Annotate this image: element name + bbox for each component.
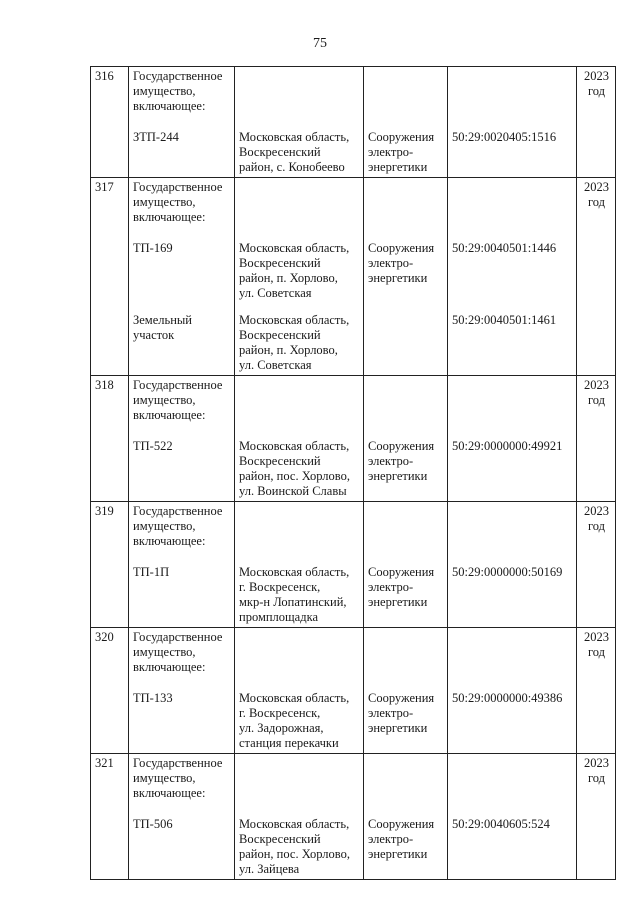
cell-line: Земельный bbox=[133, 313, 192, 327]
cell-line: имущество, bbox=[133, 84, 196, 98]
empty-cell bbox=[235, 178, 364, 228]
cell-line: энергетики bbox=[368, 721, 428, 735]
cell-line: энергетики bbox=[368, 469, 428, 483]
cell-line: включающее: bbox=[133, 210, 206, 224]
cell-line: включающее: bbox=[133, 660, 206, 674]
cell-line: 2023 bbox=[584, 630, 609, 644]
empty-cell bbox=[364, 754, 448, 804]
object-row bbox=[91, 227, 616, 303]
cell-line: Государственное bbox=[133, 378, 223, 392]
cadastral-number: 50:29:0020405:1516 bbox=[448, 116, 577, 178]
cell-line: имущество, bbox=[133, 519, 196, 533]
empty-cell bbox=[448, 502, 577, 552]
object-type bbox=[364, 303, 448, 376]
cell-line: энергетики bbox=[368, 847, 428, 861]
object-row bbox=[91, 803, 616, 880]
entry-row bbox=[91, 502, 616, 552]
cell-line: год bbox=[587, 393, 606, 407]
cadastral-number: 50:29:0040501:1446 bbox=[448, 227, 577, 303]
object-row bbox=[91, 677, 616, 754]
object-address bbox=[235, 551, 364, 628]
entry-header bbox=[129, 178, 235, 228]
cell-line: включающее: bbox=[133, 99, 206, 113]
cell-line: энергетики bbox=[368, 595, 428, 609]
cell-line: электро- bbox=[368, 580, 414, 594]
entry-number: 317 bbox=[91, 178, 129, 376]
entry-year bbox=[577, 376, 616, 502]
cell-line: Государственное bbox=[133, 756, 223, 770]
cell-line: имущество, bbox=[133, 195, 196, 209]
cell-line: год bbox=[587, 771, 606, 785]
object-type bbox=[364, 227, 448, 303]
cell-line: г. Воскресенск, bbox=[239, 580, 321, 594]
empty-cell bbox=[364, 376, 448, 426]
cell-line: электро- bbox=[368, 706, 414, 720]
entry-number: 321 bbox=[91, 754, 129, 880]
object-type bbox=[364, 677, 448, 754]
cell-line: ул. Зайцева bbox=[239, 862, 300, 876]
cell-line: имущество, bbox=[133, 393, 196, 407]
cell-line: Государственное bbox=[133, 504, 223, 518]
cell-line: год bbox=[587, 84, 606, 98]
object-type bbox=[364, 425, 448, 502]
cell-line: год bbox=[587, 645, 606, 659]
entry-year bbox=[577, 178, 616, 376]
cadastral-number: 50:29:0040501:1461 bbox=[448, 303, 577, 376]
object-row bbox=[91, 425, 616, 502]
cell-line: ул. Воинской Славы bbox=[239, 484, 347, 498]
cell-line: ЗТП-244 bbox=[133, 130, 179, 144]
object-address bbox=[235, 677, 364, 754]
cell-line: включающее: bbox=[133, 534, 206, 548]
entry-row bbox=[91, 178, 616, 228]
object-row bbox=[91, 303, 616, 376]
cell-line: Сооружения bbox=[368, 691, 435, 705]
entry-header bbox=[129, 754, 235, 804]
cell-line: ТП-522 bbox=[133, 439, 173, 453]
cell-line: г. Воскресенск, bbox=[239, 706, 321, 720]
cell-line: район, п. Хорлово, bbox=[239, 271, 338, 285]
empty-cell bbox=[235, 502, 364, 552]
cadastral-number: 50:29:0040605:524 bbox=[448, 803, 577, 880]
object-type bbox=[364, 116, 448, 178]
entry-number: 318 bbox=[91, 376, 129, 502]
empty-cell bbox=[235, 67, 364, 117]
cell-line: Воскресенский bbox=[239, 454, 321, 468]
object-address bbox=[235, 227, 364, 303]
empty-cell bbox=[235, 376, 364, 426]
cell-line: Московская область, bbox=[239, 130, 350, 144]
property-registry-table bbox=[90, 66, 616, 880]
cell-line: ул. Советская bbox=[239, 286, 312, 300]
object-address bbox=[235, 425, 364, 502]
object-name bbox=[129, 116, 235, 178]
cell-line: 2023 bbox=[584, 378, 609, 392]
cell-line: включающее: bbox=[133, 408, 206, 422]
cell-line: ул. Задорожная, bbox=[239, 721, 324, 735]
cell-line: 2023 bbox=[584, 756, 609, 770]
entry-number: 319 bbox=[91, 502, 129, 628]
cell-line: электро- bbox=[368, 454, 414, 468]
entry-number: 320 bbox=[91, 628, 129, 754]
empty-cell bbox=[448, 376, 577, 426]
entry-year bbox=[577, 628, 616, 754]
entry-header bbox=[129, 502, 235, 552]
cell-line: промплощадка bbox=[239, 610, 319, 624]
cell-line: ТП-169 bbox=[133, 241, 173, 255]
cell-line: Сооружения bbox=[368, 130, 435, 144]
cadastral-number: 50:29:0000000:50169 bbox=[448, 551, 577, 628]
empty-cell bbox=[448, 178, 577, 228]
entry-row bbox=[91, 376, 616, 426]
entry-row bbox=[91, 628, 616, 678]
entry-row bbox=[91, 67, 616, 117]
cell-line: ТП-133 bbox=[133, 691, 173, 705]
cell-line: имущество, bbox=[133, 645, 196, 659]
cell-line: имущество, bbox=[133, 771, 196, 785]
cell-line: Государственное bbox=[133, 630, 223, 644]
empty-cell bbox=[448, 628, 577, 678]
cell-line: Сооружения bbox=[368, 817, 435, 831]
object-name bbox=[129, 425, 235, 502]
cell-line: район, пос. Хорлово, bbox=[239, 847, 350, 861]
empty-cell bbox=[364, 628, 448, 678]
entry-header bbox=[129, 376, 235, 426]
cadastral-number: 50:29:0000000:49386 bbox=[448, 677, 577, 754]
cell-line: Воскресенский bbox=[239, 256, 321, 270]
cell-line: участок bbox=[133, 328, 175, 342]
cell-line: Государственное bbox=[133, 180, 223, 194]
cell-line: 2023 bbox=[584, 180, 609, 194]
entry-header bbox=[129, 67, 235, 117]
entry-year bbox=[577, 754, 616, 880]
entry-header bbox=[129, 628, 235, 678]
cadastral-number: 50:29:0000000:49921 bbox=[448, 425, 577, 502]
cell-line: 2023 bbox=[584, 504, 609, 518]
cell-line: Московская область, bbox=[239, 691, 350, 705]
cell-line: Воскресенский bbox=[239, 145, 321, 159]
cell-line: ул. Советская bbox=[239, 358, 312, 372]
entry-row bbox=[91, 754, 616, 804]
cell-line: станция перекачки bbox=[239, 736, 339, 750]
cell-line: район, п. Хорлово, bbox=[239, 343, 338, 357]
cell-line: Московская область, bbox=[239, 817, 350, 831]
cell-line: мкр-н Лопатинский, bbox=[239, 595, 347, 609]
object-name bbox=[129, 803, 235, 880]
empty-cell bbox=[235, 628, 364, 678]
object-type bbox=[364, 803, 448, 880]
cell-line: ТП-1П bbox=[133, 565, 170, 579]
object-name bbox=[129, 303, 235, 376]
object-row bbox=[91, 551, 616, 628]
cell-line: электро- bbox=[368, 256, 414, 270]
object-name bbox=[129, 227, 235, 303]
object-name bbox=[129, 677, 235, 754]
cell-line: Московская область, bbox=[239, 439, 350, 453]
object-type bbox=[364, 551, 448, 628]
empty-cell bbox=[235, 754, 364, 804]
empty-cell bbox=[364, 178, 448, 228]
object-address bbox=[235, 116, 364, 178]
entry-number: 316 bbox=[91, 67, 129, 178]
cell-line: электро- bbox=[368, 832, 414, 846]
cell-line: Московская область, bbox=[239, 313, 350, 327]
object-address bbox=[235, 803, 364, 880]
cell-line: Сооружения bbox=[368, 241, 435, 255]
object-address bbox=[235, 303, 364, 376]
cell-line: Воскресенский bbox=[239, 832, 321, 846]
cell-line: 2023 bbox=[584, 69, 609, 83]
object-name bbox=[129, 551, 235, 628]
empty-cell bbox=[448, 754, 577, 804]
cell-line: энергетики bbox=[368, 160, 428, 174]
cell-line: Сооружения bbox=[368, 439, 435, 453]
registry-body bbox=[91, 67, 616, 880]
cell-line: включающее: bbox=[133, 786, 206, 800]
entry-year bbox=[577, 67, 616, 178]
cell-line: Воскресенский bbox=[239, 328, 321, 342]
cell-line: год bbox=[587, 195, 606, 209]
cell-line: энергетики bbox=[368, 271, 428, 285]
cell-line: Московская область, bbox=[239, 565, 350, 579]
empty-cell bbox=[364, 67, 448, 117]
cell-line: район, пос. Хорлово, bbox=[239, 469, 350, 483]
cell-line: район, с. Конобеево bbox=[239, 160, 345, 174]
page-number: 75 bbox=[313, 36, 327, 51]
cell-line: Государственное bbox=[133, 69, 223, 83]
cell-line: Московская область, bbox=[239, 241, 350, 255]
cell-line: электро- bbox=[368, 145, 414, 159]
empty-cell bbox=[364, 502, 448, 552]
object-row bbox=[91, 116, 616, 178]
cell-line: ТП-506 bbox=[133, 817, 173, 831]
empty-cell bbox=[448, 67, 577, 117]
cell-line: Сооружения bbox=[368, 565, 435, 579]
entry-year bbox=[577, 502, 616, 628]
cell-line: год bbox=[587, 519, 606, 533]
